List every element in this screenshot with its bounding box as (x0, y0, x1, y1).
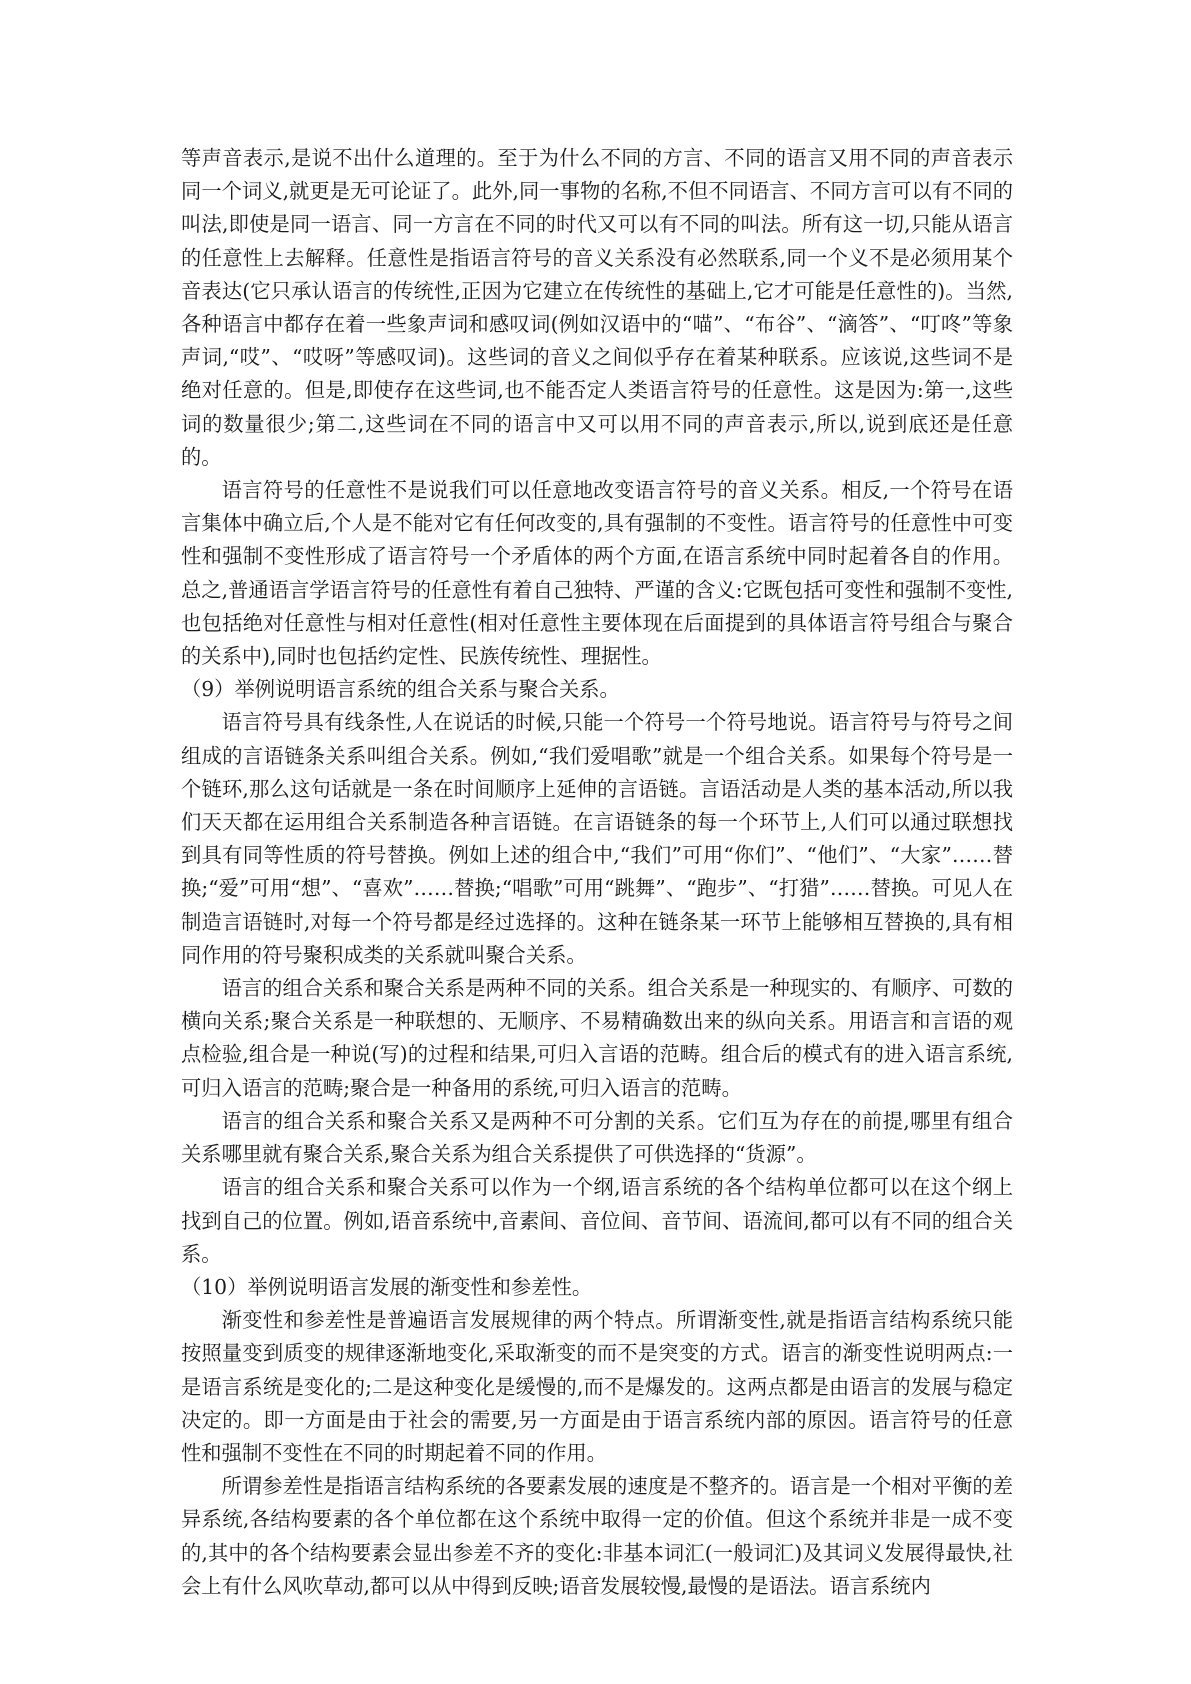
paragraph-inseparable-relations: 语言的组合关系和聚合关系又是两种不可分割的关系。它们互为存在的前提,哪里有组合关系哪里就有聚合关系,聚合关系为组合关系提供了可供选择的“货源”。 (181, 1108, 1013, 1167)
paragraph-relations-as-framework: 语言的组合关系和聚合关系可以作为一个纲,语言系统的各个结构单位都可以在这个纲上找到自己的位置。例如,语音系统中,音素间、音位间、音节间、语流间,都可以有不同的组合关系。 (181, 1175, 1013, 1266)
paragraph-arbitrariness-invariability: 语言符号的任意性不是说我们可以任意地改变语言符号的音义关系。相反,一个符号在语言集体中确立后,个人是不能对它有任何改变的,具有强制的不变性。语言符号的任意性中可变性和强制不变性形成了语言符号一个矛盾体的两个方面,在语言系统中同时起着各自的作用。总之,普通语言学语言符号的任意性有着自己独特、严谨的含义:它既包括可变性和强制不变性,也包括绝对任意性与相对任意性(相对任意性主要体现在后面提到的具体语言符号组合与聚合的关系中),同时也包括约定性、民族传统性、理据性。 (181, 478, 1013, 669)
question-heading-10: （10）举例说明语言发展的渐变性和参差性。 (181, 1274, 593, 1299)
paragraph-gradualness: 渐变性和参差性是普遍语言发展规律的两个特点。所谓渐变性,就是指语言结构系统只能按照量变到质变的规律逐渐地变化,采取渐变的而不是突变的方式。语言的渐变性说明两点:一是语言系统是变化的;二是这种变化是缓慢的,而不是爆发的。这两点都是由语言的发展与稳定决定的。即一方面是由于社会的需要,另一方面是由于语言系统内部的原因。语言符号的任意性和强制不变性在不同的时期起着不同的作用。 (181, 1308, 1013, 1465)
paragraph-arbitrariness-explanation: 等声音表示,是说不出什么道理的。至于为什么不同的方言、不同的语言又用不同的声音表示同一个词义,就更是无可论证了。此外,同一事物的名称,不但不同语言、不同方言可以有不同的叫法,即使是同一语言、同一方言在不同的时代又可以有不同的叫法。所有这一切,只能从语言的任意性上去解释。任意性是指语言符号的音义关系没有必然联系,同一个义不是必须用某个音表达(它只承认语言的传统性,正因为它建立在传统性的基础上,它才可能是任意性的)。当然,各种语言中都存在着一些象声词和感叹词(例如汉语中的“喵”、“布谷”、“滴答”、“叮咚”等象声词,“哎”、“哎呀”等感叹词)。这些词的音义之间似乎存在着某种联系。应该说,这些词不是绝对任意的。但是,即使存在这些词,也不能否定人类语言符号的任意性。这是因为:第一,这些词的数量很少;第二,这些词在不同的语言中又可以用不同的声音表示,所以,说到底还是任意的。 (181, 146, 1013, 469)
paragraph-unevenness: 所谓参差性是指语言结构系统的各要素发展的速度是不整齐的。语言是一个相对平衡的差异系统,各结构要素的各个单位都在这个系统中取得一定的价值。但这个系统并非是一成不变的,其中的各个结构要素会显出参差不齐的变化:非基本词汇(一般词汇)及其词义发展得最快,社会上有什么风吹草动,都可以从中得到反映;语音发展较慢,最慢的是语法。语言系统内 (181, 1474, 1013, 1598)
question-heading-9: （9）举例说明语言系统的组合关系与聚合关系。 (181, 677, 620, 702)
paragraph-syntagmatic-paradigmatic: 语言符号具有线条性,人在说话的时候,只能一个符号一个符号地说。语言符号与符号之间组成的言语链条关系叫组合关系。例如,“我们爱唱歌”就是一个组合关系。如果每个符号是一个链环,那么这句话就是一条在时间顺序上延伸的言语链。言语活动是人类的基本活动,所以我们天天都在运用组合关系制造各种言语链。在言语链条的每一个环节上,人们可以通过联想找到具有同等性质的符号替换。例如上述的组合中,“我们”可用“你们”、“他们”、“大家”……替换;“爱”可用“想”、“喜欢”……替换;“唱歌”可用“跳舞”、“跑步”、“打猎”……替换。可见人在制造言语链时,对每一个符号都是经过选择的。这种在链条某一环节上能够相互替换的,具有相同作用的符号聚积成类的关系就叫聚合关系。 (181, 710, 1013, 967)
paragraph-two-different-relations: 语言的组合关系和聚合关系是两种不同的关系。组合关系是一种现实的、有顺序、可数的横向关系;聚合关系是一种联想的、无顺序、不易精确数出来的纵向关系。用语言和言语的观点检验,组合是一种说(写)的过程和结果,可归入言语的范畴。组合后的模式有的进入语言系统,可归入语言的范畴;聚合是一种备用的系统,可归入语言的范畴。 (181, 976, 1013, 1100)
